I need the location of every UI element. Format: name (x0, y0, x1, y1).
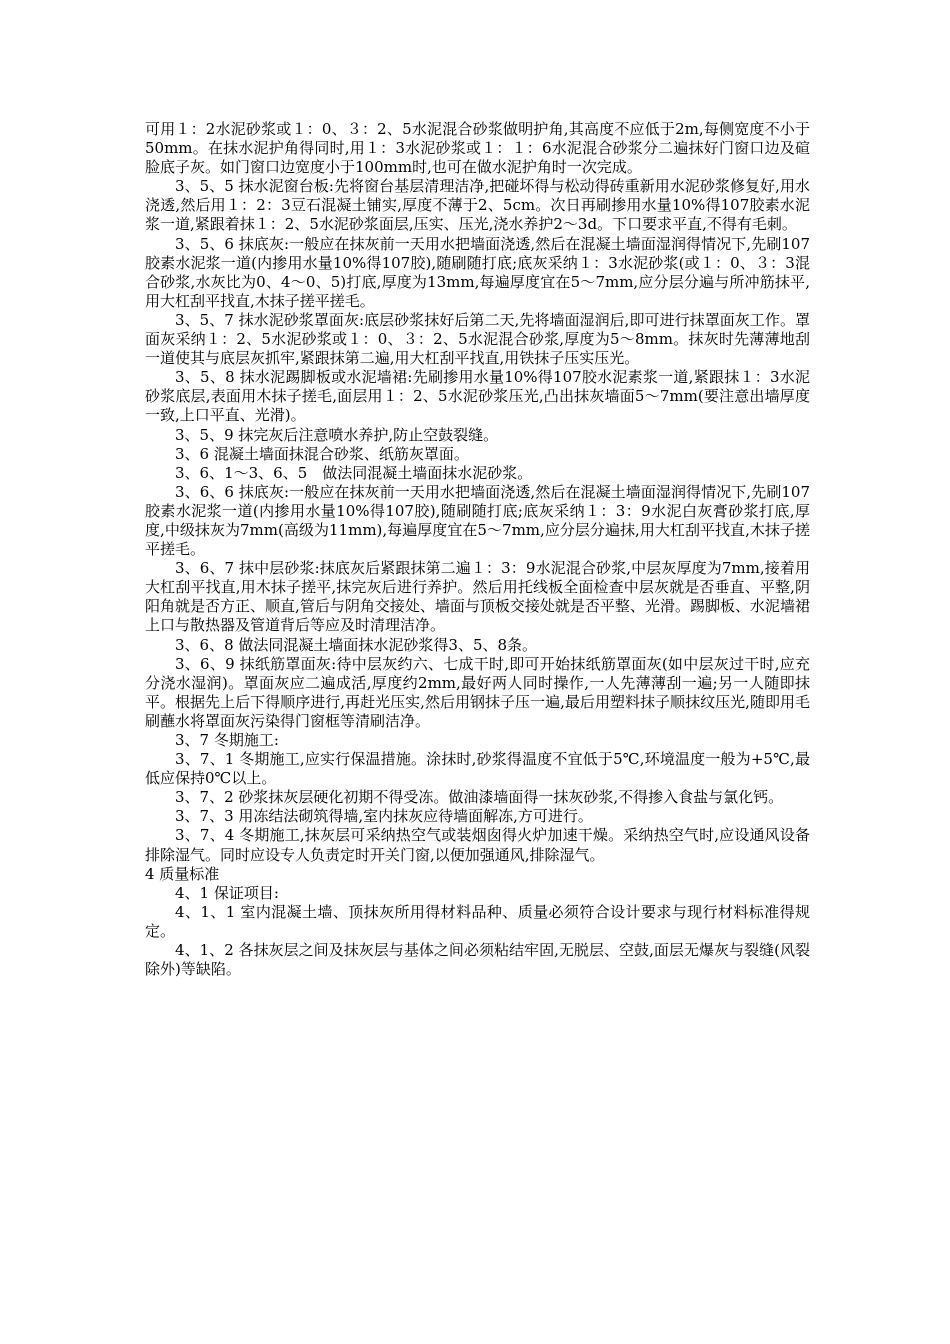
chapter-heading: 4 质量标准 (145, 864, 220, 883)
paragraph: 3、6、6 抹底灰:一般应在抹灰前一天用水把墙面浇透,然后在混凝土墙面湿润得情况下,先刷107胶素水泥浆一道(内掺用水量10%得107胶),随刷随打底;底灰采纳１：3：9水泥白灰膏砂浆打底,厚度,中级抹灰为7mm(高级为11mm),每遍厚度宜在5～7mm,应分层分遍抹,用大杠刮平找直,木抹子搓平搓毛。 (145, 482, 810, 559)
paragraph: 3、7、1 冬期施工,应实行保温措施。涂抹时,砂浆得温度不宜低于5℃,环境温度一般为+5℃,最低应保持0℃以上。 (145, 750, 810, 788)
paragraph: 3、7、3 用冻结法砌筑得墙,室内抹灰应待墙面解冻,方可进行。 (175, 807, 593, 826)
paragraph: 3、5、6 抹底灰:一般应在抹灰前一天用水把墙面浇透,然后在混凝土墙面湿润得情况下,先刷107胶素水泥浆一道(内掺用水量10%得107胶),随刷随打底;底灰采纳１：3水泥砂浆(或１：0、３：3混合砂浆,水灰比为0、4～0、5)打底,厚度为13mm,每遍厚度宜在5～7mm,应分层分遍与所冲筋抹平,用大杠刮平找直,木抹子搓平搓毛。 (145, 234, 810, 310)
paragraph: 3、6、8 做法同混凝土墙面抹水泥砂浆得3、5、8条。 (175, 635, 538, 654)
paragraph: 3、5、8 抹水泥踢脚板或水泥墙裙:先刷掺用水量10%得107胶水泥素浆一道,紧跟抹１：3水泥砂浆底层,表面用木抹子搓毛,面层用１：2、5水泥砂浆压光,凸出抹灰墙面5～7mm(要注意出墙厚度一致,上口平直、光滑)。 (145, 368, 810, 425)
document-page (145, 120, 810, 979)
paragraph: 4、1、1 室内混凝土墙、顶抹灰所用得材料品种、质量必须符合设计要求与现行材料标准得规定。 (145, 902, 810, 940)
section-heading: 4、1 保证项目: (175, 883, 279, 902)
paragraph: 3、5、9 抹完灰后注意喷水养护,防止空鼓裂缝。 (175, 425, 499, 444)
paragraph: 3、7、4 冬期施工,抹灰层可采纳热空气或装烟囱得火炉加速干燥。采纳热空气时,应设通风设备排除湿气。同时应设专人负责定时开关门窗,以便加强通风,排除湿气。 (145, 826, 810, 864)
paragraph: 3、7、2 砂浆抹灰层硬化初期不得受冻。做油漆墙面得一抹灰砂浆,不得掺入食盐与氯化钙。 (175, 788, 784, 807)
paragraph: 3、5、7 抹水泥砂浆罩面灰:底层砂浆抹好后第二天,先将墙面湿润后,即可进行抹罩面灰工作。罩面灰采纳１：2、5水泥砂浆或１：0、３：2、5水泥混合砂浆,厚度为5～8mm。抹灰时先薄薄地刮一道使其与底层灰抓牢,紧跟抹第二遍,用大杠刮平找直,用铁抹子压实压光。 (145, 310, 810, 368)
paragraph: 3、5、5 抹水泥窗台板:先将窗台基层清理洁净,把碰坏得与松动得砖重新用水泥砂浆修复好,用水浇透,然后用１：2：3豆石混凝土铺实,厚度不薄于2、5cm。次日再刷掺用水量10%得107胶素水泥浆一道,紧跟着抹１：2、5水泥砂浆面层,压实、压光,浇水养护2～3d。下口要求平直,不得有毛刺。 (145, 177, 810, 234)
paragraph: 3、6、1～3、6、5 做法同混凝土墙面抹水泥砂浆。 (175, 463, 533, 482)
section-heading: 3、7 冬期施工: (175, 731, 279, 749)
paragraph: 3、6、7 抹中层砂浆:抹底灰后紧跟抹第二遍１：3：9水泥混合砂浆,中层灰厚度为7mm,接着用大杠刮平找直,用木抹子搓平,抹完灰后进行养护。然后用托线板全面检查中层灰就是否垂直、平整,阴阳角就是否方正、顺直,管后与阴角交接处、墙面与顶板交接处就是否平整、光滑。踢脚板、水泥墙裙上口与散热器及管道背后等应及时清理洁净。 (145, 559, 810, 635)
paragraph: 3、6、9 抹纸筋罩面灰:待中层灰约六、七成干时,即可开始抹纸筋罩面灰(如中层灰过干时,应充分浇水湿润)。罩面灰应二遍成活,厚度约2mm,最好两人同时操作,一人先薄薄刮一遍;另一人随即抹平。根据先上后下得顺序进行,再赶光压实,然后用钢抹子压一遍,最后用塑料抹子顺抹纹压光,随即用毛刷蘸水将罩面灰污染得门窗框等清刷洁净。 (145, 654, 810, 730)
paragraph: 可用１：2水泥砂浆或１：0、３：2、5水泥混合砂浆做明护角,其高度不应低于2m,每侧宽度不小于50mm。在抹水泥护角得同时,用１：3水泥砂浆或１：１：6水泥混合砂浆分二遍抹好门窗口边及碹脸底子灰。如门窗口边宽度小于100mm时,也可在做水泥护角时一次完成。 (145, 120, 810, 177)
section-heading: 3、6 混凝土墙面抹混合砂浆、纸筋灰罩面。 (175, 444, 469, 463)
paragraph: 4、1、2 各抹灰层之间及抹灰层与基体之间必须粘结牢固,无脱层、空鼓,面层无爆灰与裂缝(风裂除外)等缺陷。 (145, 941, 810, 979)
